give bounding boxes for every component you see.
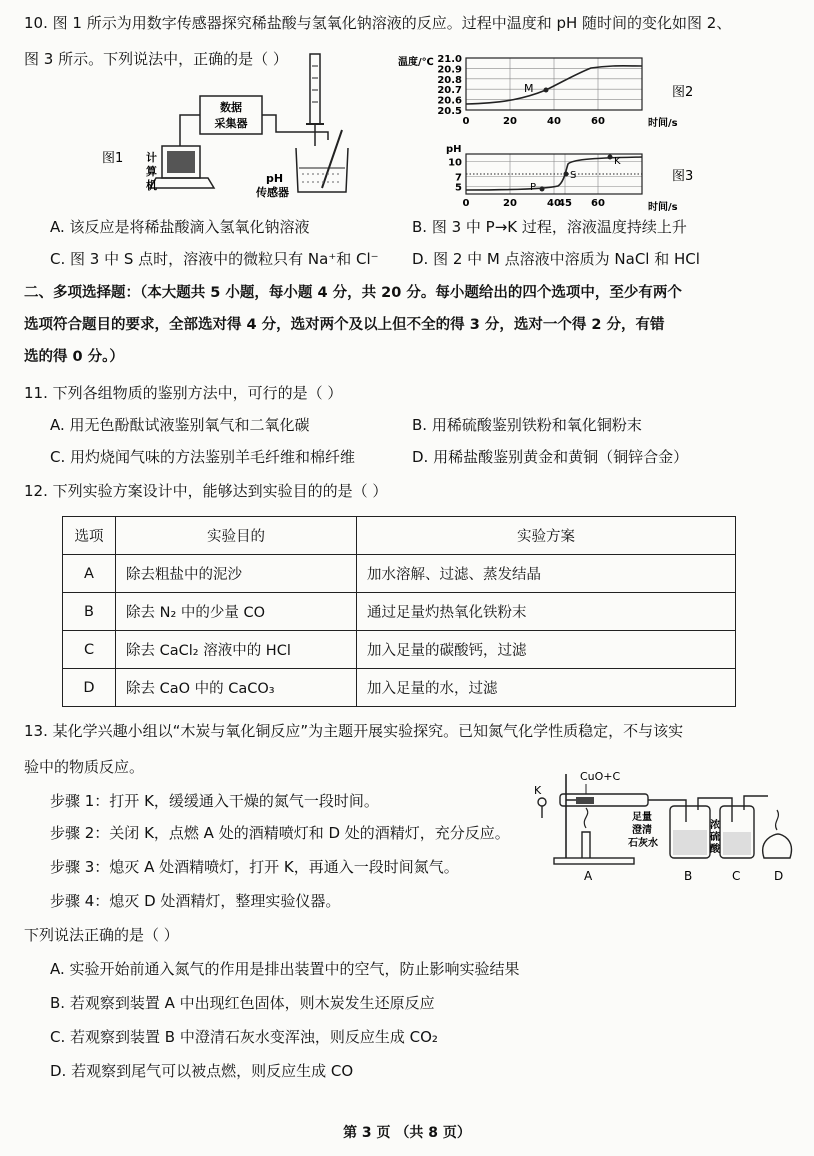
fig2-ytick-label: 21.0 bbox=[437, 54, 462, 65]
computer-label-2: 算 bbox=[146, 165, 157, 178]
fig3-xtick-label: 20 bbox=[503, 198, 517, 209]
row-a-plan: 加水溶解、过滤、蒸发结晶 bbox=[357, 555, 736, 593]
burette-icon bbox=[310, 54, 320, 124]
table-header-row bbox=[63, 517, 736, 555]
page-footer: 第 3 页 （共 8 页） bbox=[343, 1125, 471, 1141]
table-row bbox=[63, 631, 736, 669]
q13-step-2: 步骤 2：关闭 K，点燃 A 处的酒精喷灯和 D 处的酒精灯，充分反应。 bbox=[50, 824, 510, 842]
q10-option-d: D. 图 2 中 M 点溶液中溶质为 NaCl 和 HCl bbox=[412, 250, 700, 268]
table-row bbox=[63, 593, 736, 631]
sensor-label-1: pH bbox=[266, 172, 284, 185]
fig1-label: 图1 bbox=[102, 151, 124, 166]
section2-line3: 选的得 0 分。） bbox=[24, 349, 124, 365]
q11-option-a: A. 用无色酚酞试液鉴别氧气和二氧化碳 bbox=[50, 416, 310, 434]
q11-option-c: C. 用灼烧闻气味的方法鉴别羊毛纤维和棉纤维 bbox=[50, 448, 356, 466]
fig3-xtick-label: 40 bbox=[547, 198, 561, 209]
q13-stem-line2: 验中的物质反应。 bbox=[24, 758, 145, 776]
c-label-1: 浓 bbox=[710, 820, 720, 831]
fig3-ytick-label: 5 bbox=[455, 182, 462, 194]
row-c-purpose: 除去 CaCl₂ 溶液中的 HCl bbox=[116, 631, 357, 669]
fig3-label-k: K bbox=[614, 156, 621, 167]
box-label-2: 采集器 bbox=[214, 117, 248, 130]
b-label-1: 足量 bbox=[632, 812, 652, 823]
fig3-xtick-label: 0 bbox=[462, 198, 470, 209]
b-label-3: 石灰水 bbox=[628, 838, 658, 849]
row-d-purpose: 除去 CaO 中的 CaCO₃ bbox=[116, 669, 357, 707]
fig2-xtick-label: 40 bbox=[547, 116, 561, 127]
header-option: 选项 bbox=[63, 517, 116, 555]
q13-step-3: 步骤 3：熄灭 A 处酒精喷灯，打开 K，再通入一段时间氮气。 bbox=[50, 858, 459, 876]
q10-stem-line2: 图 3 所示。下列说法中，正确的是（ ） bbox=[24, 50, 288, 68]
q13-option-a: A. 实验开始前通入氮气的作用是排出装置中的空气，防止影响实验结果 bbox=[50, 960, 520, 978]
q13-step-4: 步骤 4：熄灭 D 处酒精灯，整理实验仪器。 bbox=[50, 892, 341, 910]
q12-table bbox=[62, 516, 736, 707]
station-c-label: C bbox=[732, 869, 741, 883]
fig2-xtick-label: 20 bbox=[503, 116, 517, 127]
sensor-label-2: 传感器 bbox=[256, 186, 289, 199]
station-a-label: A bbox=[584, 869, 593, 883]
fig2-ytick-label: 20.6 bbox=[437, 95, 462, 107]
fig3-label: 图3 bbox=[672, 169, 694, 184]
fig2-ytick-label: 20.9 bbox=[437, 64, 462, 76]
fig3-label-p: P bbox=[530, 182, 537, 193]
b-label-2: 澄清 bbox=[632, 825, 652, 836]
q13-question: 下列说法正确的是（ ） bbox=[24, 926, 179, 944]
spirit-blast-lamp-icon bbox=[582, 832, 590, 858]
reactants-label: CuO+C bbox=[580, 770, 621, 783]
fig3-point-p bbox=[540, 187, 545, 192]
table-row bbox=[63, 669, 736, 707]
row-b-option: B bbox=[63, 593, 116, 631]
station-b-label: B bbox=[684, 869, 693, 883]
figure-1 bbox=[96, 50, 376, 200]
fig3-point-s bbox=[564, 172, 569, 177]
q12-stem: 12. 下列实验方案设计中，能够达到实验目的的是（ ） bbox=[24, 482, 388, 500]
stand-base-icon bbox=[554, 858, 634, 864]
c-label-3: 酸 bbox=[710, 844, 720, 855]
fig3-xlabel: 时间/s bbox=[648, 202, 678, 213]
row-d-option: D bbox=[63, 669, 116, 707]
fig2-ytick-label: 20.8 bbox=[437, 74, 462, 86]
q10-option-b: B. 图 3 中 P→K 过程，溶液温度持续上升 bbox=[412, 218, 687, 236]
fig2-ytick-label: 20.7 bbox=[437, 85, 462, 97]
table-row bbox=[63, 555, 736, 593]
fig2-ylabel: 温度/℃ bbox=[398, 57, 434, 68]
fig3-xtick-label: 45 bbox=[558, 198, 572, 209]
alcohol-lamp-d-icon bbox=[763, 834, 792, 858]
fig2-xlabel: 时间/s bbox=[648, 118, 678, 129]
row-d-plan: 加入足量的水，过滤 bbox=[357, 669, 736, 707]
fig3-ytick-label: 10 bbox=[448, 157, 462, 169]
fig3-ytick-label: 7 bbox=[455, 172, 462, 184]
fig3-xtick-label: 60 bbox=[591, 198, 605, 209]
q11-option-d: D. 用稀盐酸鉴别黄金和黄铜（铜锌合金） bbox=[412, 448, 689, 466]
fig3-label-s: S bbox=[570, 170, 577, 181]
q13-stem-line1: 13. 某化学兴趣小组以“木炭与氧化铜反应”为主题开展实验探究。已知氮气化学性质稳定，不与该实 bbox=[24, 722, 684, 740]
row-b-purpose: 除去 N₂ 中的少量 CO bbox=[116, 593, 357, 631]
row-c-option: C bbox=[63, 631, 116, 669]
figure-2-temperature-chart bbox=[396, 54, 712, 130]
q11-stem: 11. 下列各组物质的鉴别方法中，可行的是（ ） bbox=[24, 384, 343, 402]
fig2-label: 图2 bbox=[672, 85, 694, 100]
header-purpose: 实验目的 bbox=[116, 517, 357, 555]
q13-option-b: B. 若观察到装置 A 中出现红色固体，则木炭发生还原反应 bbox=[50, 994, 435, 1012]
keyboard-icon bbox=[150, 178, 214, 188]
q13-step-1: 步骤 1：打开 K，缓缓通入干燥的氮气一段时间。 bbox=[50, 792, 379, 810]
q13-option-d: D. 若观察到尾气可以被点燃，则反应生成 CO bbox=[50, 1062, 354, 1080]
q11-option-b: B. 用稀硫酸鉴别铁粉和氧化铜粉末 bbox=[412, 416, 642, 434]
fig2-ytick-label: 20.5 bbox=[437, 106, 462, 117]
c-label-2: 硫 bbox=[710, 832, 720, 843]
row-a-option: A bbox=[63, 555, 116, 593]
figure-3-ph-chart bbox=[396, 140, 712, 214]
computer-label-1: 计 bbox=[146, 151, 157, 164]
fig3-point-k bbox=[608, 155, 613, 160]
q13-option-c: C. 若观察到装置 B 中澄清石灰水变浑浊，则反应生成 CO₂ bbox=[50, 1028, 438, 1046]
section2-line2: 选项符合题目的要求，全部选对得 4 分，选对两个及以上但不全的得 3 分，选对一个得 2 分，有错 bbox=[24, 317, 665, 333]
computer-label-3: 机 bbox=[146, 179, 157, 192]
row-b-plan: 通过足量灼热氧化铁粉末 bbox=[357, 593, 736, 631]
fig2-point-m bbox=[544, 88, 549, 93]
fig3-ylabel: pH bbox=[446, 144, 462, 155]
row-a-purpose: 除去粗盐中的泥沙 bbox=[116, 555, 357, 593]
box-label-1: 数据 bbox=[220, 101, 242, 114]
ph-probe-icon bbox=[322, 130, 342, 188]
fig2-xtick-label: 0 bbox=[462, 116, 470, 127]
fig2-xtick-label: 60 bbox=[591, 116, 605, 127]
valve-k-icon bbox=[538, 798, 546, 806]
section2-line1: 二、多项选择题：（本大题共 5 小题，每小题 4 分，共 20 分。每小题给出的四个选项中，至少有两个 bbox=[24, 285, 682, 301]
fig2-point-label: M bbox=[524, 82, 534, 95]
q10-option-a: A. 该反应是将稀盐酸滴入氢氧化钠溶液 bbox=[50, 218, 310, 236]
station-d-label: D bbox=[774, 869, 784, 883]
row-c-plan: 加入足量的碳酸钙，过滤 bbox=[357, 631, 736, 669]
q10-option-c: C. 图 3 中 S 点时，溶液中的微粒只有 Na⁺和 Cl⁻ bbox=[50, 250, 379, 268]
valve-k-label: K bbox=[534, 784, 542, 797]
q10-stem-line1: 10. 图 1 所示为用数字传感器探究稀盐酸与氢氧化钠溶液的反应。过程中温度和 pH 随时间的变化如图 2、 bbox=[24, 14, 732, 32]
header-plan: 实验方案 bbox=[357, 517, 736, 555]
q13-apparatus-figure bbox=[520, 770, 800, 888]
